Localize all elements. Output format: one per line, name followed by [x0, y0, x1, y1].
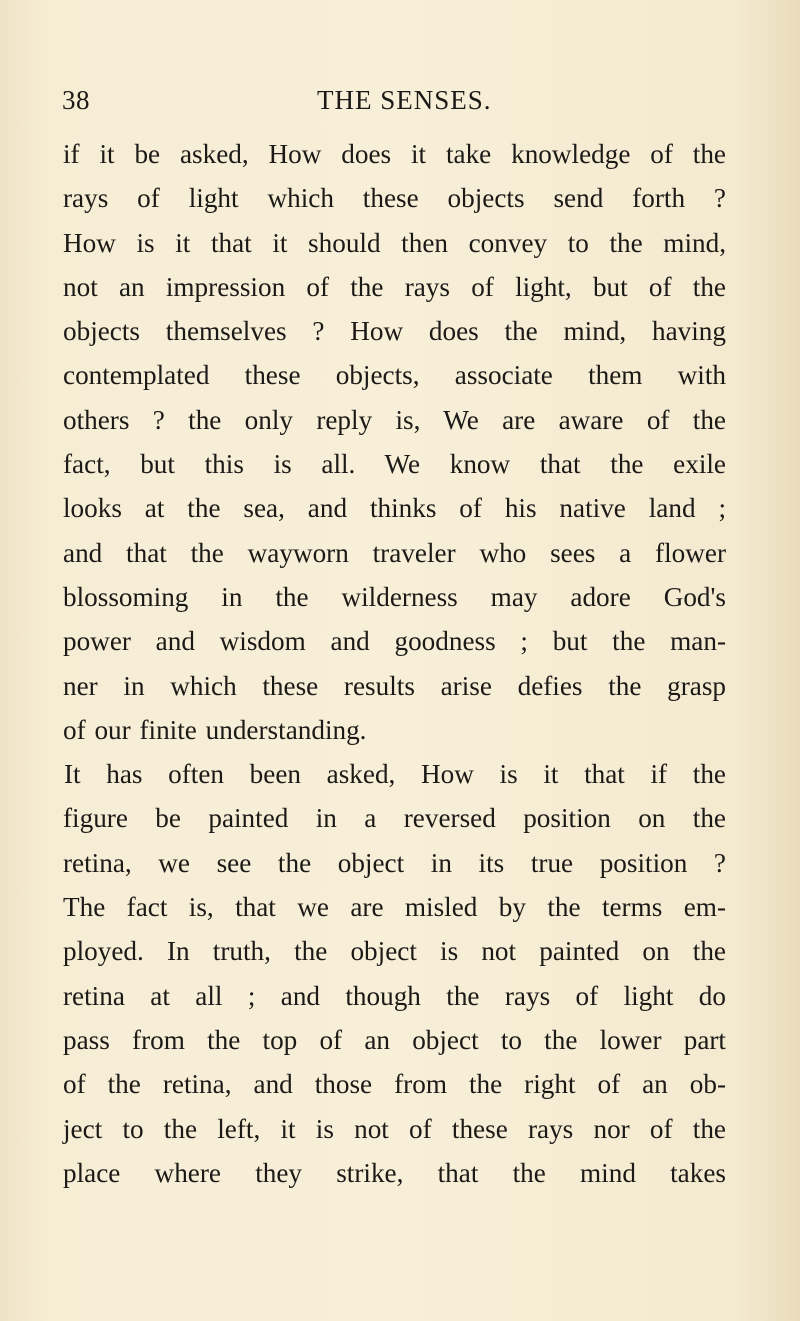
page-header: [0, 80, 800, 120]
text-line: objects themselves ? How does the mind, having: [63, 316, 726, 347]
text-line: and that the wayworn traveler who sees a flower: [63, 537, 726, 568]
text-line: power and wisdom and goodness ; but the man-: [63, 626, 726, 657]
body-text: [63, 132, 726, 1195]
text-line: ner in which these results arise defies the grasp: [63, 670, 726, 701]
text-line: retina at all ; and though the rays of light do: [63, 980, 726, 1011]
text-line: ployed. In truth, the object is not painted on the: [63, 936, 726, 967]
text-line: It has often been asked, How is it that if the: [64, 759, 726, 790]
text-line: figure be painted in a reversed position on the: [63, 803, 726, 834]
running-head: THE SENSES.: [317, 85, 492, 115]
text-line: fact, but this is all. We know that the exile: [63, 449, 726, 480]
text-line: pass from the top of an object to the lower part: [63, 1024, 726, 1055]
text-line: The fact is, that we are misled by the terms em-: [63, 892, 726, 923]
text-line: not an impression of the rays of light, but of the: [63, 271, 726, 302]
text-line: How is it that it should then convey to the mind,: [63, 227, 726, 258]
text-line: if it be asked, How does it take knowledge of the: [63, 139, 726, 169]
text-line: rays of light which these objects send forth ?: [63, 183, 726, 214]
text-line: others ? the only reply is, We are aware of the: [63, 404, 726, 435]
text-line: of our finite understanding.: [63, 714, 367, 745]
page-number: 38: [62, 85, 90, 115]
text-line: contemplated these objects, associate them with: [63, 360, 726, 391]
text-line: ject to the left, it is not of these rays nor of the: [63, 1113, 726, 1144]
text-line: looks at the sea, and thinks of his native land ;: [63, 493, 726, 524]
text-line: retina, we see the object in its true position ?: [63, 847, 726, 878]
text-line: of the retina, and those from the right of an ob-: [63, 1069, 726, 1100]
text-line: place where they strike, that the mind takes: [63, 1157, 726, 1188]
text-line: blossoming in the wilderness may adore God's: [63, 581, 726, 612]
